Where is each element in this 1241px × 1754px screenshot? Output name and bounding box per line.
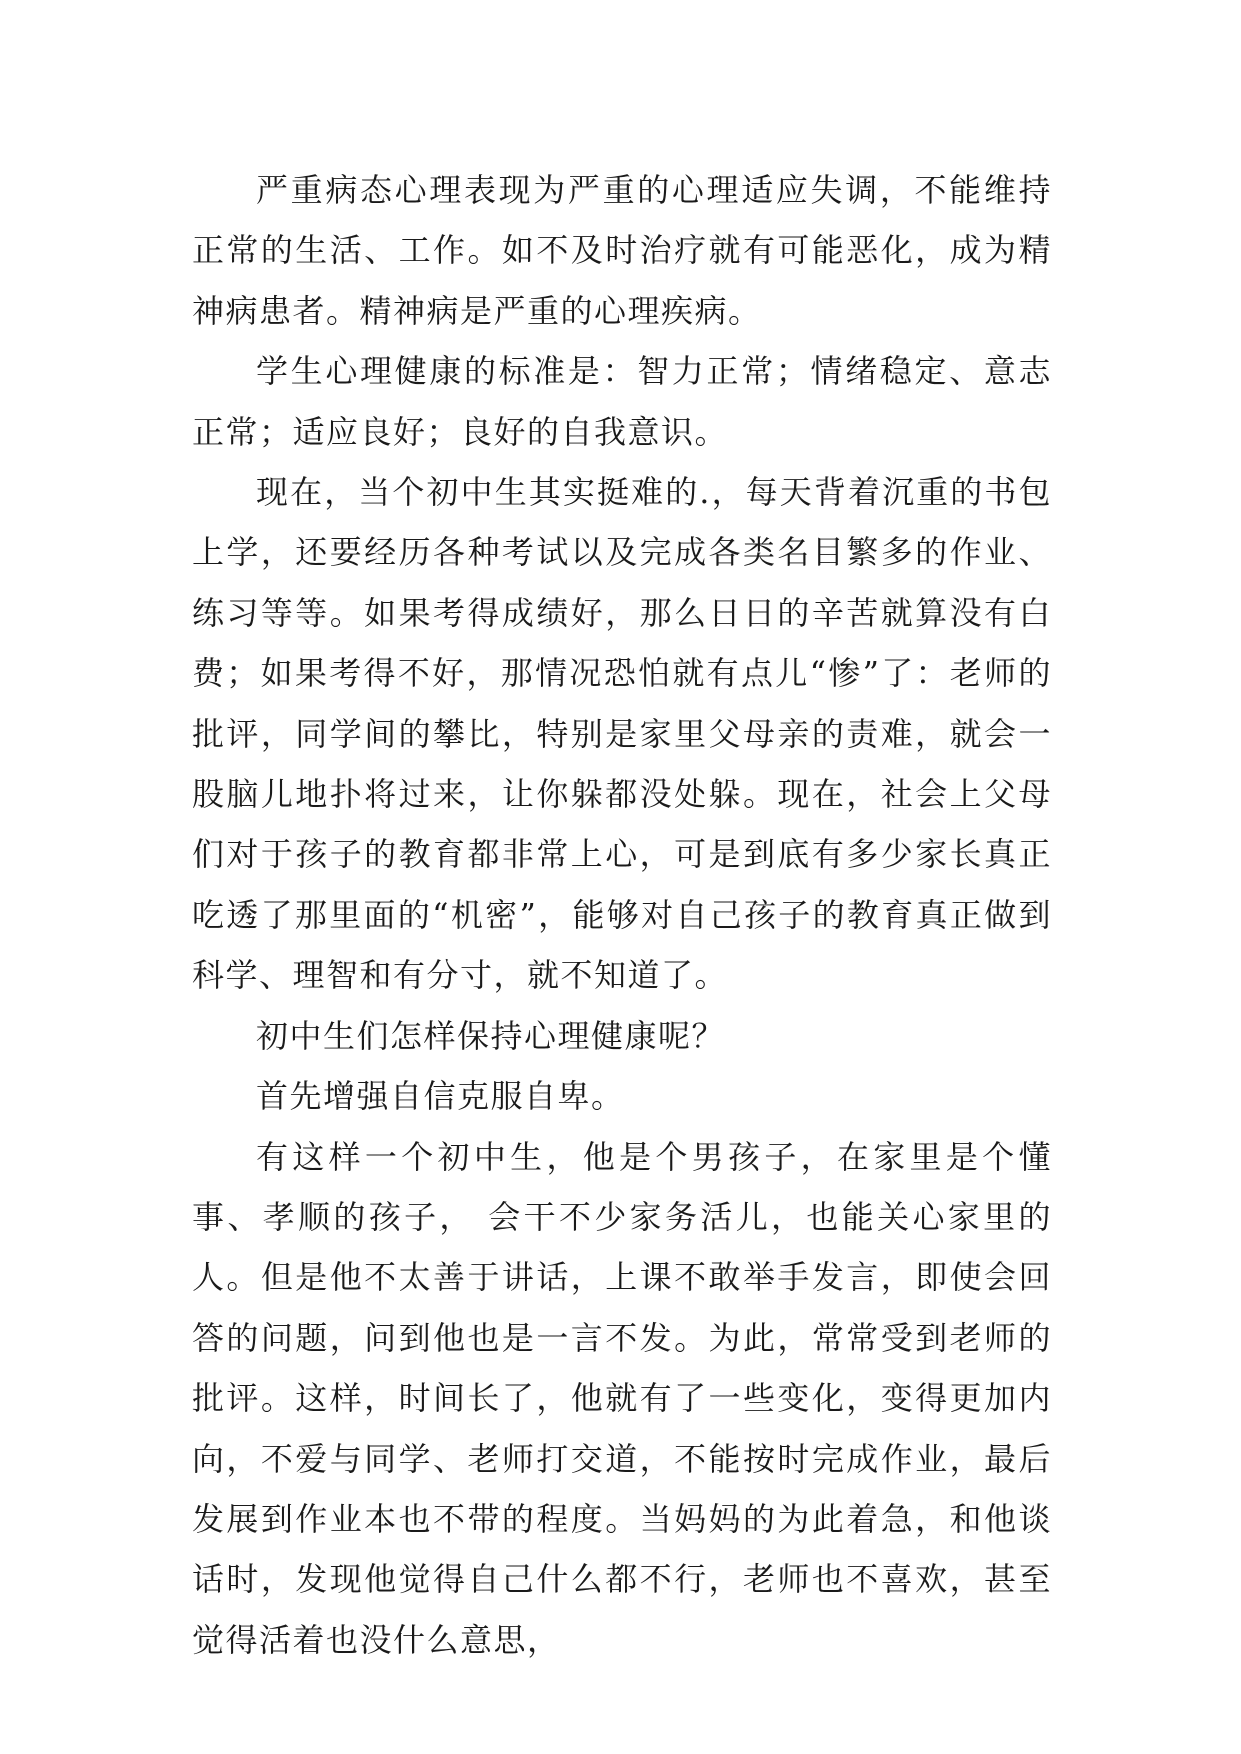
paragraph-case-story: 有这样一个初中生，他是个男孩子，在家里是个懂事、孝顺的孩子， 会干不少家务活儿，也能关心家里的人。但是他不太善于讲话，上课不敢举手发言，即使会回答的问题，问到他也是一言不发。为此，常常受到老师的批评。这样，时间长了，他就有了一些变化，变得更加内向，不爱与同学、老师打交道，不能按时完成作业，最后发展到作业本也不带的程度。当妈妈的为此着急，和他谈话时，发现他觉得自己什么都不行，老师也不喜欢，甚至觉得活着也没什么意思， [192,1137,1052,1659]
document-body [192,160,1052,1670]
paragraph-confidence-heading: 首先增强自信克服自卑。 [256,1077,625,1116]
paragraph-question-heading: 初中生们怎样保持心理健康呢？ [256,1016,726,1055]
paragraph-severe-abnormal-psychology: 严重病态心理表现为严重的心理适应失调，不能维持正常的生活、工作。如不及时治疗就有可能恶化，成为精神病患者。精神病是严重的心理疾病。 [192,171,1052,330]
paragraph-mental-health-standard: 学生心理健康的标准是：智力正常；情绪稳定、意志正常；适应良好；良好的自我意识。 [192,352,1052,451]
paragraph-middle-school-pressure: 现在，当个初中生其实挺难的.，每天背着沉重的书包上学，还要经历各种考试以及完成各类名目繁多的作业、练习等等。如果考得成绩好，那么日日的辛苦就算没有白费；如果考得不好，那情况恐怕就有点儿“惨”了：老师的批评，同学间的攀比，特别是家里父母亲的责难，就会一股脑儿地扑将过来，让你躲都没处躲。现在，社会上父母们对于孩子的教育都非常上心，可是到底有多少家长真正吃透了那里面的“机密”，能够对自己孩子的教育真正做到科学、理智和有分寸，就不知道了。 [192,473,1052,995]
